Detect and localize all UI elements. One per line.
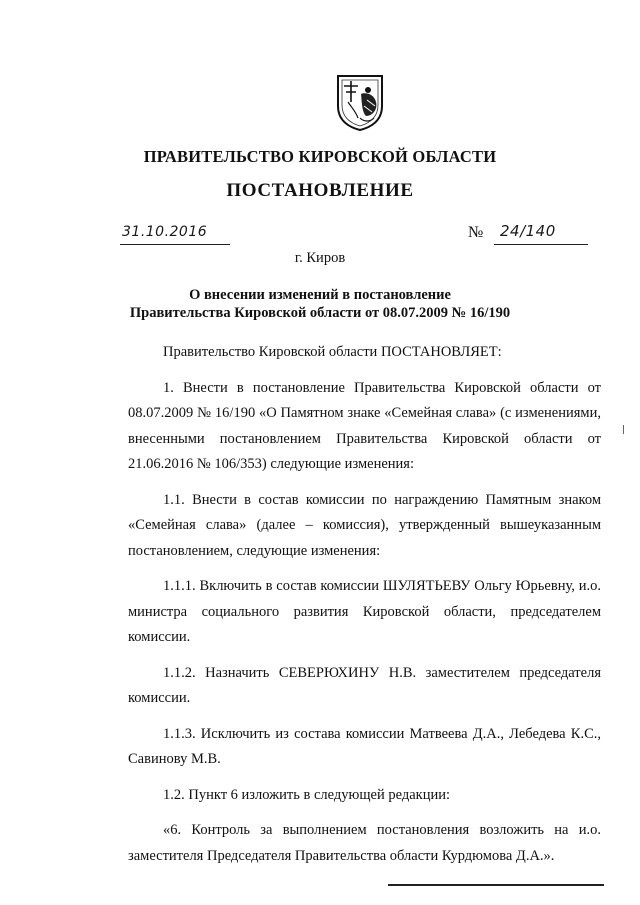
subject-line-2: Правительства Кировской области от 08.07.2009 № 16/190: [129, 305, 511, 321]
paragraph-1-1-2: 1.1.2. Назначить СЕВЕРЮХИНУ Н.В. заместителем председателя комиссии.: [128, 664, 601, 706]
number-sign: №: [468, 224, 484, 241]
document-subject: [0, 286, 640, 322]
document-date: 31.10.2016: [122, 224, 208, 240]
document-body: [128, 340, 601, 869]
paragraph-1-1-3: 1.1.3. Исключить из состава комиссии Матвеева Д.А., Лебедева К.С., Савинову М.В.: [128, 725, 601, 767]
paragraph-quoted-item-6: «6. Контроль за выполнением постановления возложить на и.о. заместителя Председателя Правительства области Курдюмова Д.А.».: [128, 822, 601, 864]
coat-of-arms-emblem: [334, 72, 386, 132]
city: г. Киров: [294, 250, 346, 266]
paragraph-1-2: 1.2. Пункт 6 изложить в следующей редакции:: [163, 786, 451, 803]
scan-artifact-mark: [623, 425, 624, 434]
paragraph-1: 1. Внести в постановление Правительства Кировской области от 08.07.2009 № 16/190 «О Памятном знаке «Семейная слава» (с изменениями, внесенными постановлением Правительства Кировской области от 21.06.2016 № 106/353) следующие изменения:: [128, 379, 601, 472]
paragraph-1-1: 1.1. Внести в состав комиссии по награждению Памятным знаком «Семейная слава» (далее – комиссия), утвержденный вышеуказанным постановлением, следующие изменения:: [128, 491, 601, 559]
paragraph-1-1-1: 1.1.1. Включить в состав комиссии ШУЛЯТЬЕВУ Ольгу Юрьевну, и.о. министра социального развития Кировской области, председателем комиссии.: [128, 578, 601, 645]
document-number: 24/140: [500, 222, 556, 240]
subject-line-1: О внесении изменений в постановление: [189, 287, 451, 303]
paragraph-preamble: Правительство Кировской области ПОСТАНОВЛЯЕТ:: [163, 344, 502, 360]
document-kind-title: ПОСТАНОВЛЕНИЕ: [226, 180, 414, 201]
organization-title: ПРАВИТЕЛЬСТВО КИРОВСКОЙ ОБЛАСТИ: [143, 147, 497, 166]
bottom-rule: [388, 884, 604, 886]
